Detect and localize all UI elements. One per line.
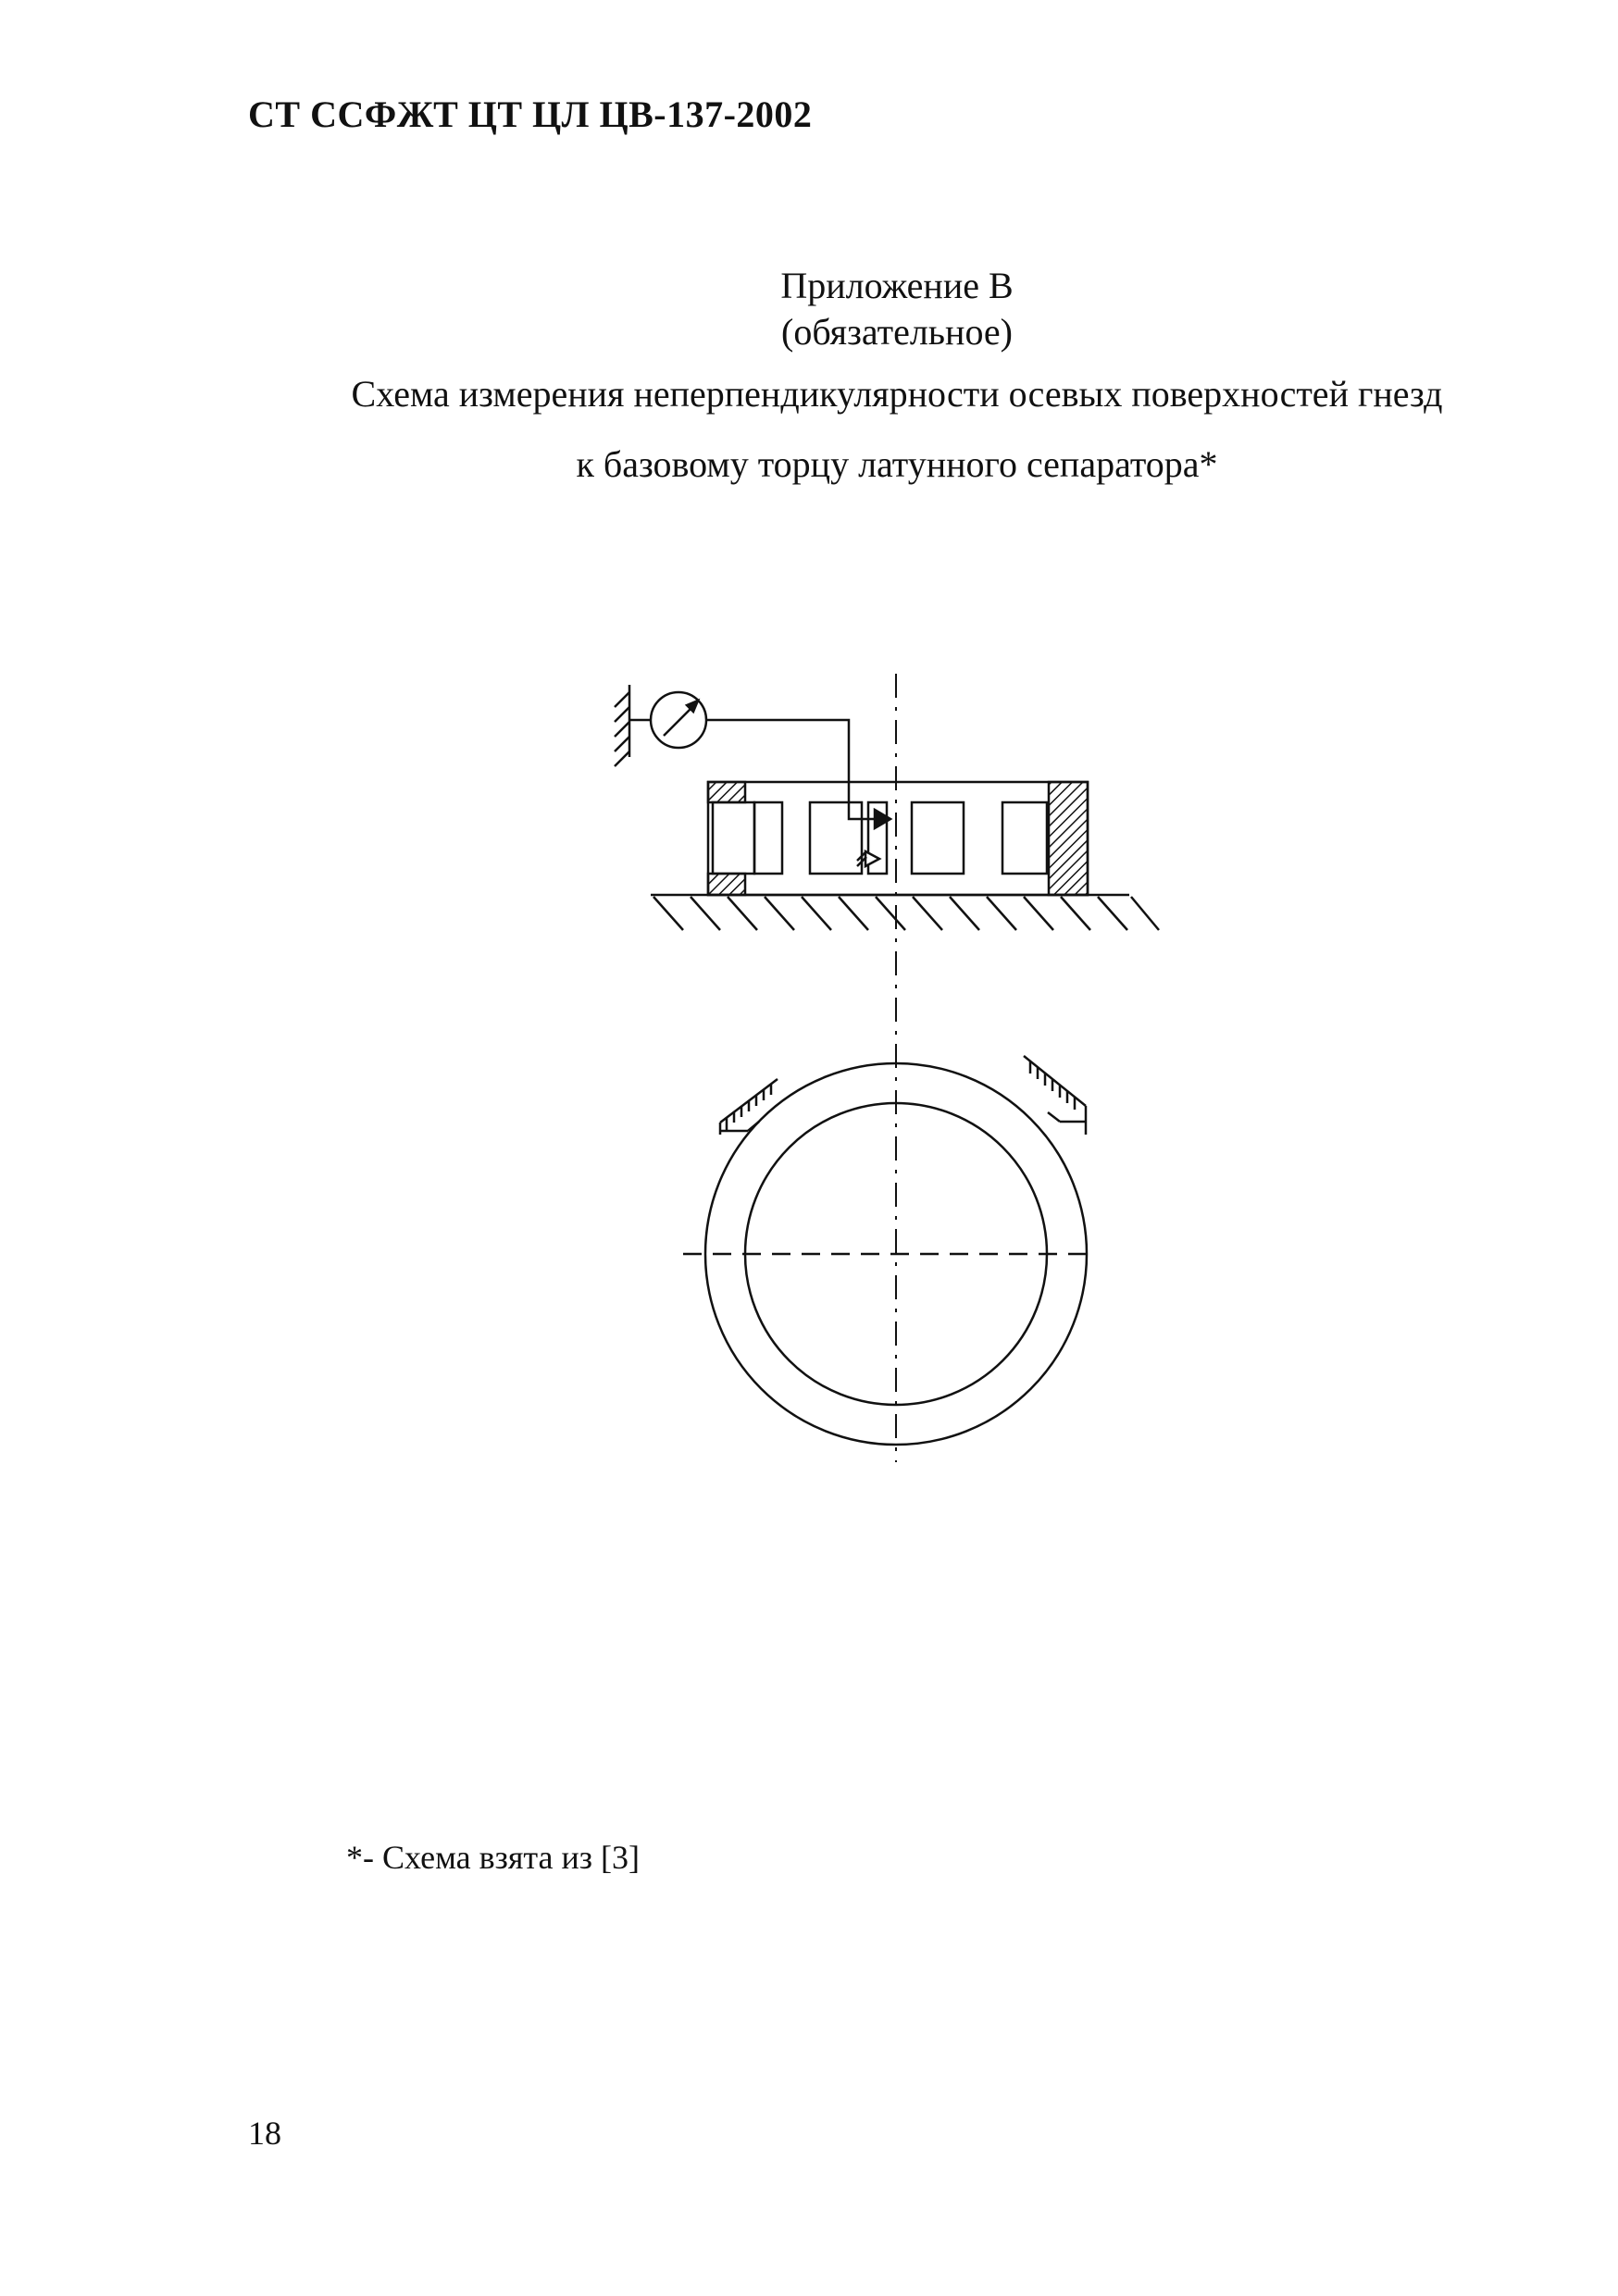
appendix-status: (обязательное) <box>781 311 1013 353</box>
diagram-caption-line2: к базовому торцу латунного сепаратора* <box>576 443 1218 485</box>
diagram-caption-line1: Схема измерения неперпендикулярности осевых поверхностей гнезд <box>351 373 1443 415</box>
base-surface <box>651 895 1159 930</box>
footnote: *- Схема взята из [3] <box>346 1839 640 1876</box>
dial-indicator <box>615 685 890 828</box>
side-supports <box>720 1056 1086 1135</box>
cage-ring-plan <box>683 1063 1097 1445</box>
page-number: 18 <box>248 2115 281 2152</box>
cage-section <box>708 782 1088 895</box>
document-code: СТ ССФЖТ ЦТ ЦЛ ЦВ-137-2002 <box>248 93 813 135</box>
appendix-title: Приложение В <box>780 265 1014 306</box>
